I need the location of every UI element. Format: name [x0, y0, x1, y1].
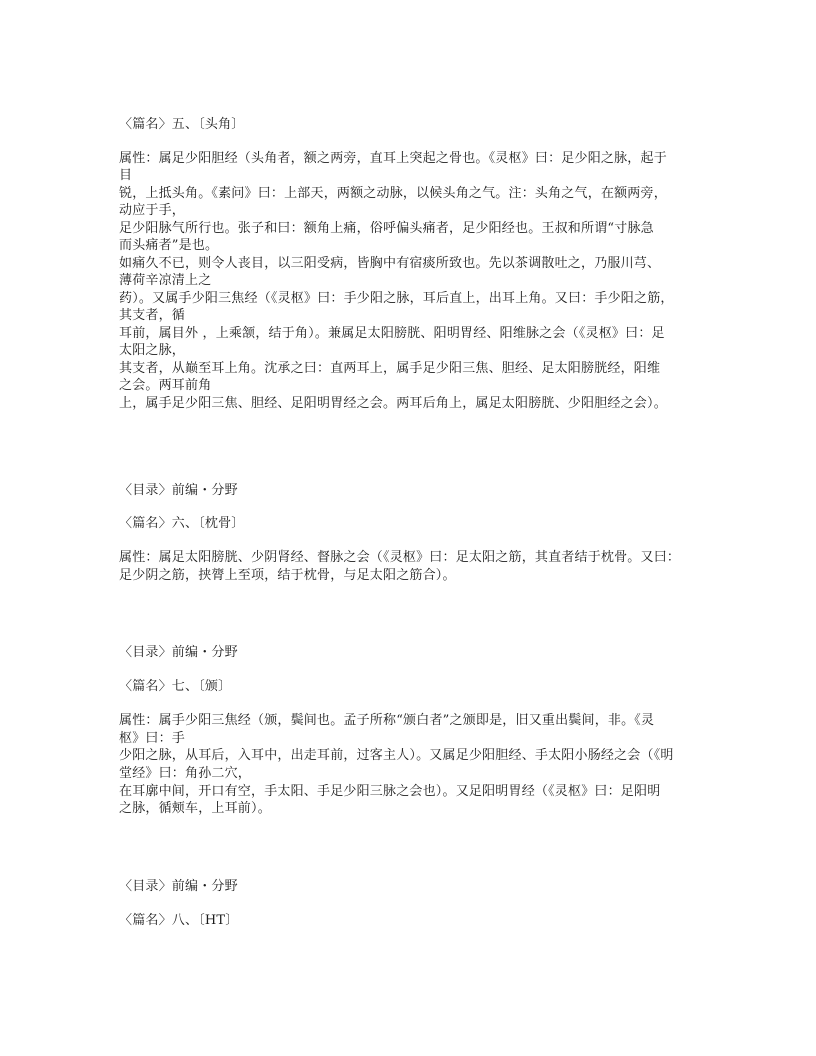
body-line: 耳前，属目外 ，上乘颔，结于角）。兼属足太阳膀胱、阳明胃经、阳维脉之会（《灵枢》曰：足: [119, 326, 665, 341]
body-line: 之脉，循颊车，上耳前）。: [119, 801, 271, 816]
body-line: 药）。又属手少阳三焦经（《灵枢》曰：手少阳之脉，耳后直上，出耳上角。又曰：手少阳之筋，: [119, 291, 674, 306]
body-line: 其支者，循: [119, 308, 186, 323]
catalog-heading: 〈目录〉前编・分野: [119, 483, 238, 498]
section-title: 〈篇名〉八、〔HT〕: [119, 913, 239, 928]
body-line: 目: [119, 168, 133, 183]
catalog-heading: 〈目录〉前编・分野: [119, 879, 238, 894]
body-line: 属性：属足少阳胆经（头角者，额之两旁，直耳上突起之骨也。《灵枢》曰：足少阳之脉，起于: [119, 151, 667, 166]
body-line: 在耳廓中间，开口有空，手太阳、手足少阳三脉之会也）。又足阳明胃经（《灵枢》曰：足阳明: [119, 784, 661, 799]
body-line: 其支者，从巅至耳上角。沈承之曰：直两耳上，属手足少阳三焦、胆经、足太阳膀胱经，阳维: [119, 361, 661, 376]
body-line: 枢》曰：手: [119, 731, 186, 746]
body-line: 属性：属足太阳膀胱、少阴肾经、督脉之会（《灵枢》曰：足太阳之筋，其直者结于枕骨。又曰：: [119, 550, 681, 565]
body-line: 少阳之脉，从耳后，入耳中，出走耳前，过客主人）。又属足少阳胆经、手太阳小肠经之会（《明: [119, 748, 674, 763]
body-line: 足少阴之筋，挟膂上至项，结于枕骨，与足太阳之筋合）。: [119, 568, 456, 583]
section-title: 〈篇名〉五、〔头角〕: [119, 117, 245, 132]
body-line: 薄荷辛凉清上之: [119, 273, 212, 288]
section-title: 〈篇名〉六、〔枕骨〕: [119, 516, 245, 531]
body-line: 堂经》曰：角孙二穴，: [119, 766, 252, 781]
body-line: 如痛久不已，则令人丧目，以三阳受病，皆胸中有宿痰所致也。先以茶调散吐之，乃服川芎、: [119, 256, 661, 271]
body-line: 之会。两耳前角: [119, 378, 212, 393]
body-line: 而头痛者”是也。: [119, 238, 219, 253]
body-line: 上，属手足少阳三焦、胆经、足阳明胃经之会。两耳后角上，属足太阳膀胱、少阳胆经之会）。: [119, 396, 667, 411]
body-line: 动应于手，: [119, 203, 186, 218]
body-line: 太阳之脉，: [119, 343, 186, 358]
body-line: 足少阳脉气所行也。张子和曰：额角上痛，俗呼偏头痛者，足少阳经也。王叔和所谓“寸脉急: [119, 221, 654, 236]
catalog-heading: 〈目录〉前编・分野: [119, 645, 238, 660]
body-line: 属性：属手少阳三焦经（颁，鬓间也。孟子所称“颁白者”之颁即是，旧又重出鬓间，非。《灵: [119, 713, 655, 728]
body-line: 锐，上抵头角。《素问》曰：上部天，两额之动脉，以候头角之气。注：头角之气，在额两旁，: [119, 186, 667, 201]
section-title: 〈篇名〉七、〔颁〕: [119, 679, 232, 694]
